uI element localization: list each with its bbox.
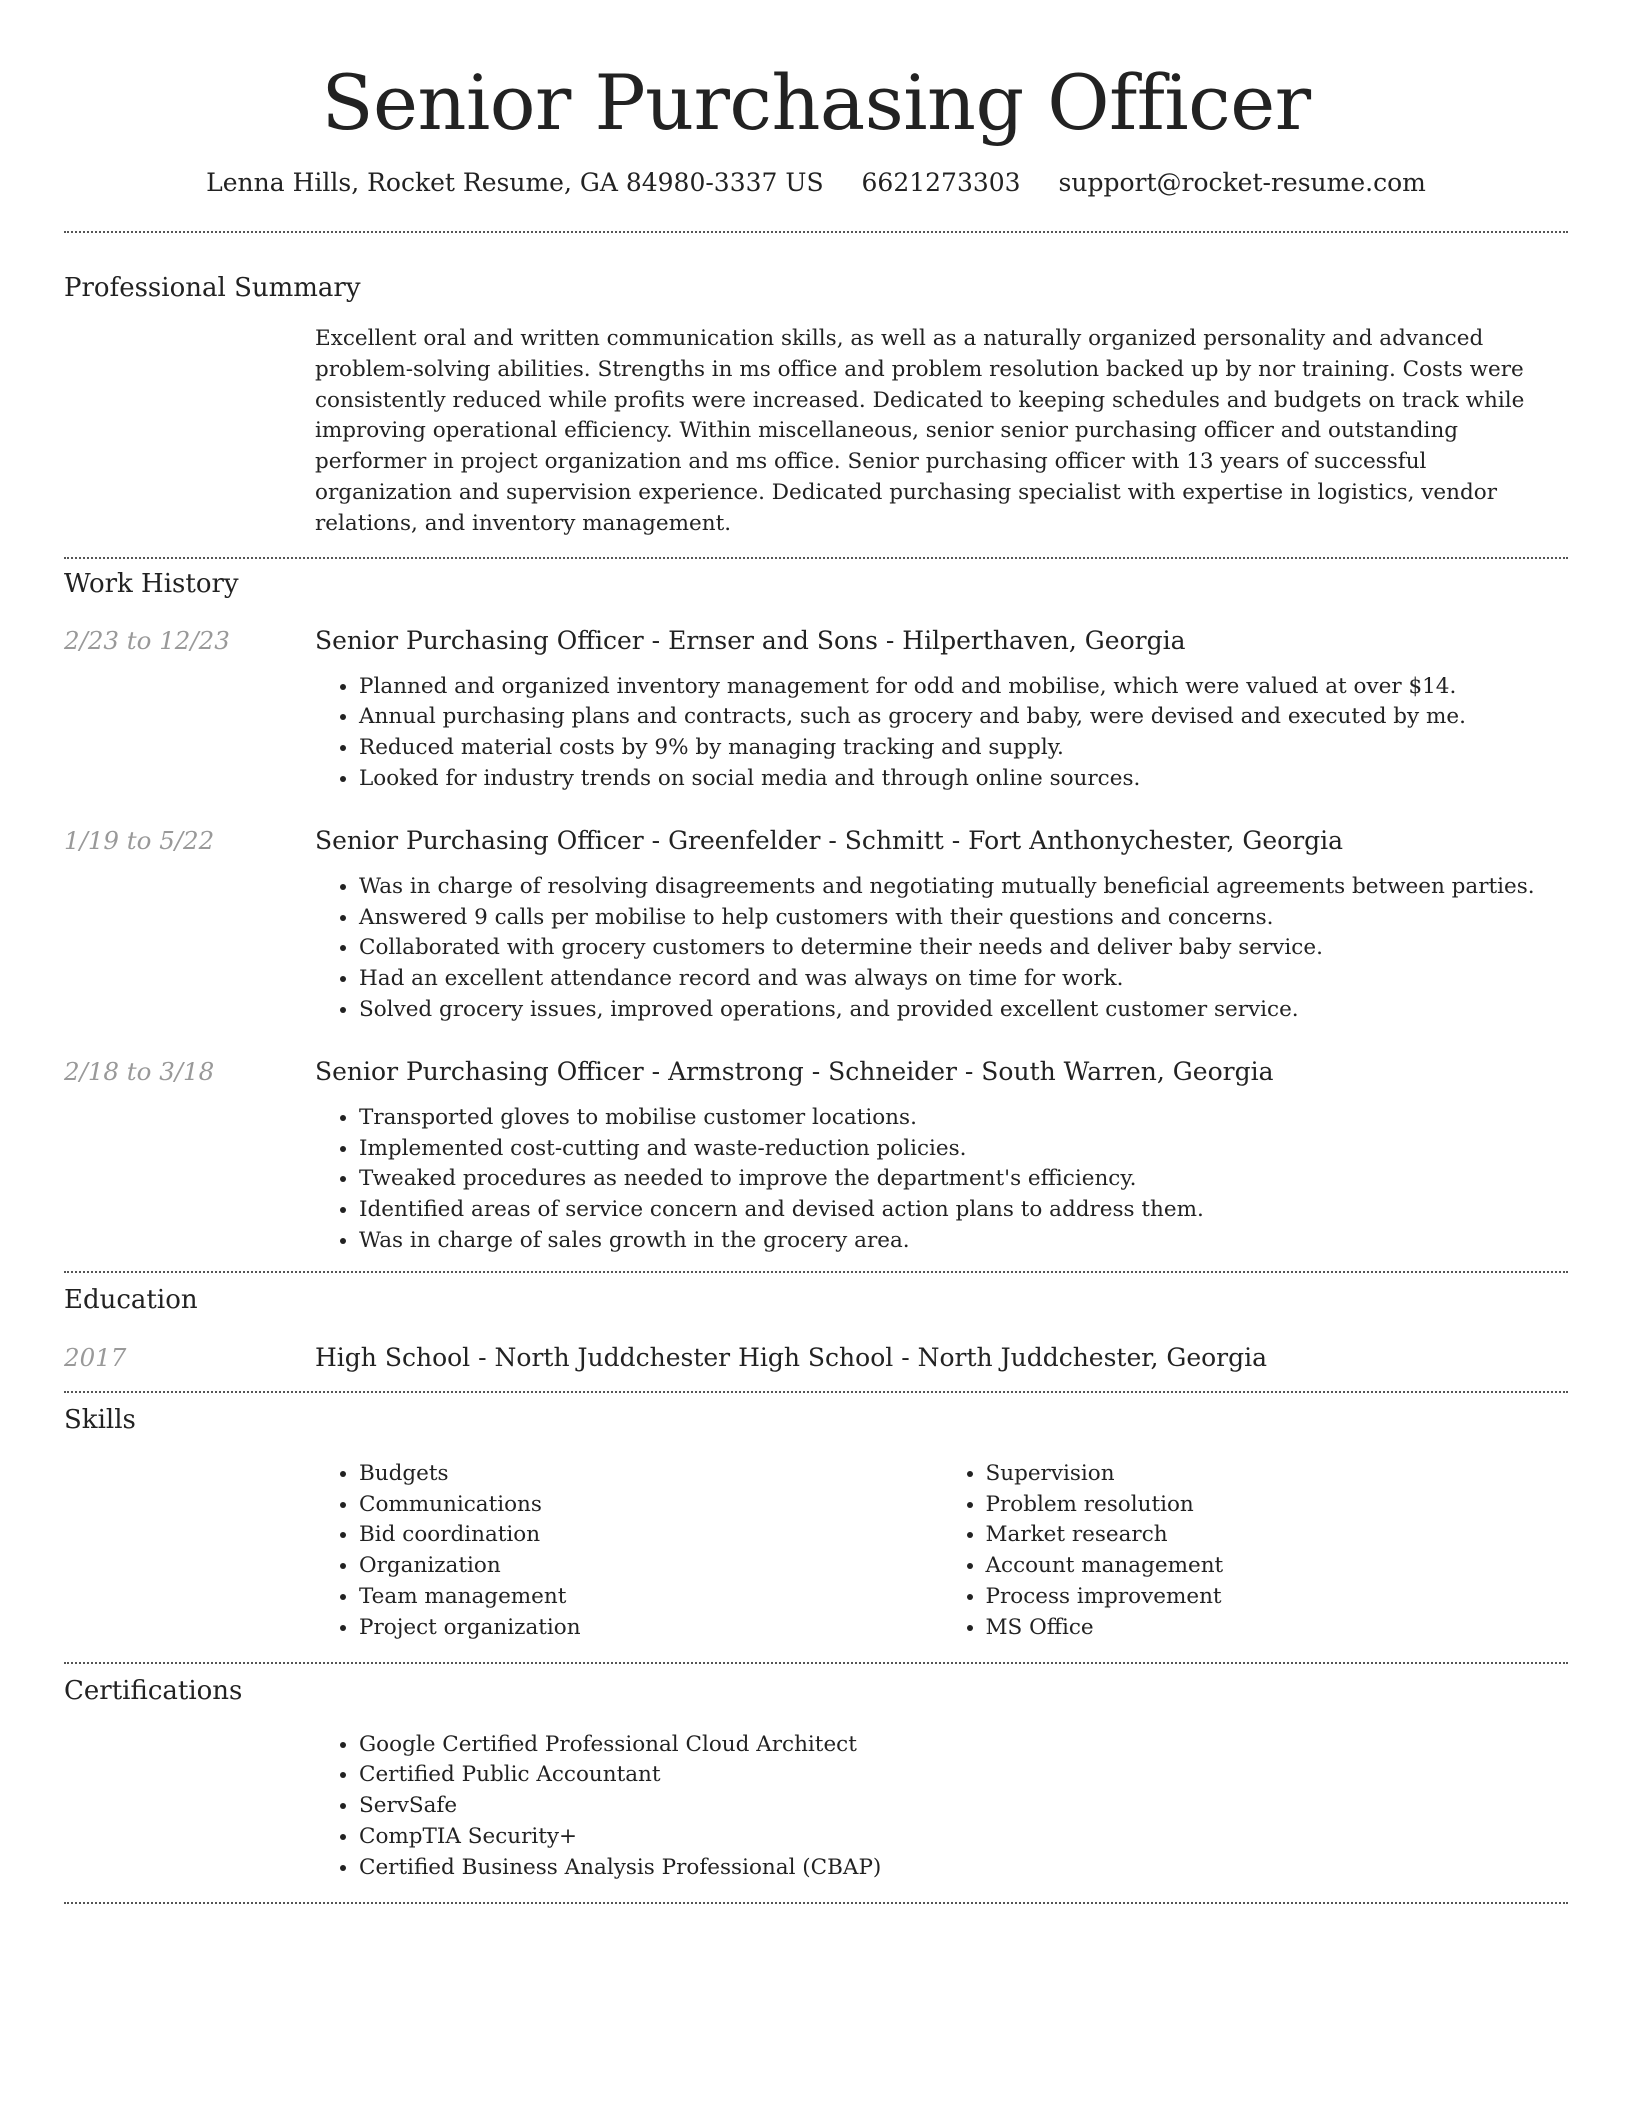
certifications-list xyxy=(315,1730,1568,1884)
list-item: • Bid coordination xyxy=(359,1520,942,1551)
list-item: • Problem resolution xyxy=(986,1490,1569,1521)
list-item: • Annual purchasing plans and contracts, such as grocery and baby, were devised and executed by me. xyxy=(359,702,1568,733)
list-item: • Collaborated with grocery customers to determine their needs and deliver baby service. xyxy=(359,933,1568,964)
education-heading: High School - North Juddchester High School - North Juddchester, Georgia xyxy=(315,1342,1268,1372)
resume-name: Senior Purchasing Officer xyxy=(321,58,1311,147)
list-item: • Answered 9 calls per mobilise to help customers with their questions and concerns. xyxy=(359,903,1568,934)
education-body xyxy=(315,1341,1568,1375)
summary-text: Excellent oral and written communication skills, as well as a naturally organized personality and advanced problem-solving abilities. Strengths in ms office and problem resolution backed up by nor training. Costs were consistently reduced while profits were increased. Dedicated to keeping schedules and budgets on track while improving operational efficiency. Within miscellaneous, senior senior purchasing officer and outstanding performer in project organization and ms office. Senior purchasing officer with 13 years of successful organization and supervision experience. Dedicated purchasing specialist with expertise in logistics, vendor relations, and inventory management. xyxy=(315,326,1525,536)
job-body xyxy=(315,824,1568,1026)
list-item: • Certified Business Analysis Professional (CBAP) xyxy=(359,1853,1568,1884)
list-item: • Supervision xyxy=(986,1459,1569,1490)
job-body xyxy=(315,624,1568,795)
list-item: • Communications xyxy=(359,1490,942,1521)
skills-list-left xyxy=(315,1459,942,1644)
list-item: • Team management xyxy=(359,1582,942,1613)
contact-line xyxy=(64,166,1568,200)
divider xyxy=(64,1271,1568,1273)
section-title-skills: Skills xyxy=(64,1404,136,1435)
job-entry xyxy=(64,1055,1568,1257)
section-title-work: Work History xyxy=(64,568,239,599)
job-dates: 1/19 to 5/22 xyxy=(64,825,215,855)
divider xyxy=(64,1391,1568,1393)
section-title-summary: Professional Summary xyxy=(64,273,361,303)
list-item: • Process improvement xyxy=(986,1582,1569,1613)
list-item: • Tweaked procedures as needed to improve the department's efficiency. xyxy=(359,1164,1568,1195)
list-item: • Implemented cost-cutting and waste-reduction policies. xyxy=(359,1134,1568,1165)
divider xyxy=(64,1902,1568,1904)
education-entry xyxy=(64,1341,1568,1375)
job-heading: Senior Purchasing Officer - Armstrong - Schneider - South Warren, Georgia xyxy=(315,1056,1274,1086)
skills-list-right xyxy=(942,1459,1569,1644)
list-item: • Google Certified Professional Cloud Architect xyxy=(359,1730,1568,1761)
list-item: • Account management xyxy=(986,1551,1569,1582)
list-item: • Looked for industry trends on social media and through online sources. xyxy=(359,764,1568,795)
divider xyxy=(64,1662,1568,1664)
list-item: • Identified areas of service concern and devised action plans to address them. xyxy=(359,1195,1568,1226)
job-entry xyxy=(64,824,1568,1026)
divider xyxy=(64,557,1568,559)
list-item: • ServSafe xyxy=(359,1791,1568,1822)
list-item: • Transported gloves to mobilise customer locations. xyxy=(359,1103,1568,1134)
list-item: • Was in charge of resolving disagreements and negotiating mutually beneficial agreements between parties. xyxy=(359,872,1568,903)
education-year: 2017 xyxy=(64,1342,127,1372)
resume-page xyxy=(64,0,1568,1904)
list-item: • Solved grocery issues, improved operations, and provided excellent customer service. xyxy=(359,995,1568,1026)
job-bullets xyxy=(315,1103,1568,1257)
job-heading: Senior Purchasing Officer - Ernser and Sons - Hilperthaven, Georgia xyxy=(315,625,1186,655)
section-title-certifications: Certifications xyxy=(64,1675,243,1706)
list-item: • MS Office xyxy=(986,1613,1569,1644)
contact-phone: 6621273303 xyxy=(861,168,1021,197)
job-entry xyxy=(64,624,1568,795)
list-item: • Market research xyxy=(986,1520,1569,1551)
job-heading: Senior Purchasing Officer - Greenfelder - Schmitt - Fort Anthonychester, Georgia xyxy=(315,825,1344,855)
list-item: • Was in charge of sales growth in the grocery area. xyxy=(359,1226,1568,1257)
contact-address: Lenna Hills, Rocket Resume, GA 84980-3337 US xyxy=(206,168,824,197)
summary-block xyxy=(315,324,1568,540)
list-item: • Organization xyxy=(359,1551,942,1582)
list-item: • Budgets xyxy=(359,1459,942,1490)
job-dates: 2/23 to 12/23 xyxy=(64,625,230,655)
divider xyxy=(64,231,1568,233)
job-dates: 2/18 to 3/18 xyxy=(64,1056,215,1086)
skills-block xyxy=(315,1459,1568,1644)
list-item: • Had an excellent attendance record and was always on time for work. xyxy=(359,964,1568,995)
list-item: • Planned and organized inventory management for odd and mobilise, which were valued at over $14. xyxy=(359,672,1568,703)
list-item: • Reduced material costs by 9% by managing tracking and supply. xyxy=(359,733,1568,764)
job-body xyxy=(315,1055,1568,1257)
list-item: • Certified Public Accountant xyxy=(359,1760,1568,1791)
section-title-education: Education xyxy=(64,1284,198,1315)
contact-email: support@rocket-resume.com xyxy=(1058,168,1426,197)
job-bullets xyxy=(315,672,1568,795)
list-item: • Project organization xyxy=(359,1613,942,1644)
job-bullets xyxy=(315,872,1568,1026)
certifications-block xyxy=(315,1730,1568,1884)
list-item: • CompTIA Security+ xyxy=(359,1822,1568,1853)
